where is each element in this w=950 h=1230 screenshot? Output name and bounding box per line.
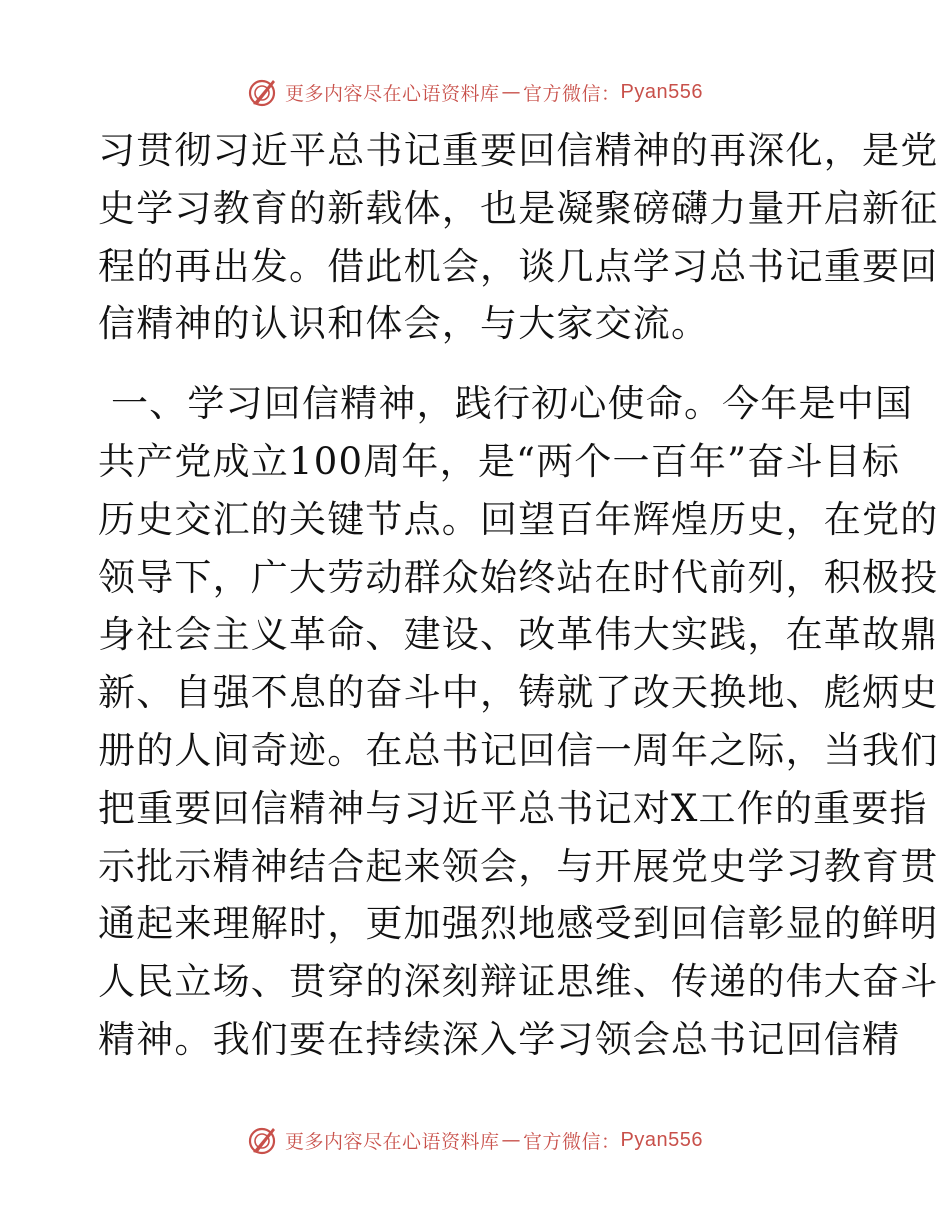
text-line: 精神。我们要在持续深入学习领会总书记回信精 bbox=[98, 1017, 901, 1061]
paragraph bbox=[98, 375, 939, 1069]
text-line: 身社会主义革命、建设、改革伟大实践，在革故鼎 bbox=[98, 613, 939, 657]
text-line: 人民立场、贯穿的深刻辩证思维、传递的伟大奋斗 bbox=[98, 960, 939, 1004]
quill-seal-icon bbox=[247, 1124, 279, 1156]
text-line: 史学习教育的新载体，也是凝聚磅礴力量开启新征 bbox=[98, 186, 939, 230]
text-line: 共产党成立100周年，是“两个一百年”奋斗目标 bbox=[98, 439, 901, 483]
text-line: 习贯彻习近平总书记重要回信精神的再深化，是党 bbox=[98, 129, 939, 172]
text-line: 信精神的认识和体会，与大家交流。 bbox=[98, 302, 710, 346]
text-line: 新、自强不息的奋斗中，铸就了改天换地、彪炳史 bbox=[98, 671, 939, 715]
text-line: 示批示精神结合起来领会，与开展党史学习教育贯 bbox=[98, 844, 939, 888]
watermark-separator: — bbox=[501, 1129, 522, 1151]
text-line: 历史交汇的关键节点。回望百年辉煌历史，在党的 bbox=[98, 497, 939, 541]
text-line: 程的再出发。借此机会，谈几点学习总书记重要回 bbox=[98, 244, 939, 288]
watermark-account: Pyan556 bbox=[620, 80, 703, 103]
paragraph bbox=[98, 122, 939, 353]
text-line: 把重要回信精神与习近平总书记对X工作的重要指 bbox=[98, 786, 928, 830]
text-line: 一、学习回信精神，践行初心使命。今年是中国 bbox=[98, 382, 914, 426]
watermark-suffix: 官方微信： bbox=[523, 1130, 621, 1153]
watermark-suffix: 官方微信： bbox=[523, 82, 621, 105]
watermark-separator: — bbox=[501, 81, 522, 103]
watermark-account: Pyan556 bbox=[620, 1128, 703, 1151]
quill-seal-icon bbox=[247, 76, 279, 108]
text-line: 领导下，广大劳动群众始终站在时代前列，积极投 bbox=[98, 555, 939, 599]
paragraph-gap bbox=[98, 353, 858, 375]
watermark-text: 更多内容尽在心语资料库 bbox=[285, 82, 500, 105]
text-line: 册的人间奇迹。在总书记回信一周年之际，当我们 bbox=[98, 728, 939, 772]
header-watermark bbox=[0, 72, 950, 112]
text-line: 通起来理解时，更加强烈地感受到回信彰显的鲜明 bbox=[98, 902, 939, 946]
footer-watermark bbox=[0, 1120, 950, 1160]
document-body bbox=[98, 122, 939, 1069]
watermark-text: 更多内容尽在心语资料库 bbox=[285, 1130, 500, 1153]
